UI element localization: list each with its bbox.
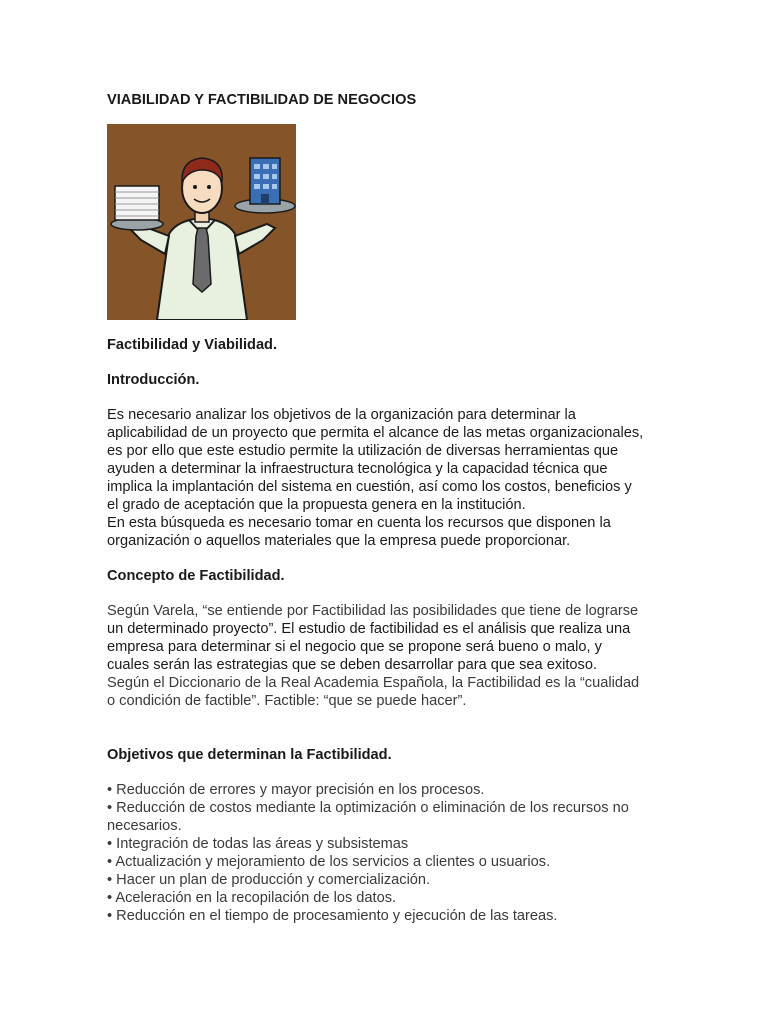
intro-line: aplicabilidad de un proyecto que permita el alcance de las metas organizacionales, (107, 425, 644, 441)
concepto-line: o condición de factible”. Factible: “que se puede hacer”. (107, 693, 467, 709)
list-item: • Reducción de costos mediante la optimización o eliminación de los recursos no (107, 800, 629, 816)
businessman-illustration (107, 124, 296, 320)
concepto-line: un determinado proyecto”. El estudio de factibilidad es el análisis que realiza una (107, 621, 631, 637)
intro-line: ayuden a determinar la infraestructura tecnológica y la capacidad técnica que (107, 461, 608, 477)
document-title: VIABILIDAD Y FACTIBILIDAD DE NEGOCIOS (107, 92, 417, 108)
intro-line: implica la implantación del sistema en cuestión, así como los costos, beneficios y (107, 479, 632, 495)
intro-line: el grado de aceptación que la propuesta genera en la institución. (107, 497, 526, 513)
building-icon (250, 158, 280, 204)
heading-objetivos: Objetivos que determinan la Factibilidad. (107, 747, 392, 763)
concepto-line: Según el Diccionario de la Real Academia Española, la Factibilidad es la “cualidad (107, 675, 640, 691)
document-body (107, 91, 667, 925)
intro-line: Es necesario analizar los objetivos de la organización para determinar la (107, 407, 576, 423)
concepto-line: Según Varela, “se entiende por Factibilidad las posibilidades que tiene de lograrse (107, 603, 639, 619)
intro-line: En esta búsqueda es necesario tomar en cuenta los recursos que disponen la (107, 515, 611, 531)
list-item: • Aceleración en la recopilación de los datos. (107, 890, 397, 906)
list-item: • Hacer un plan de producción y comercialización. (107, 872, 431, 888)
list-item: necesarios. (107, 818, 182, 834)
intro-line: es por ello que este estudio permite la utilización de diversas herramientas que (107, 443, 619, 459)
concepto-line: cuales serán las estrategias que se deben desarrollar para que sea exitoso. (107, 657, 598, 673)
intro-line: organización o aquellos materiales que la empresa puede proporcionar. (107, 533, 571, 549)
paper-stack-icon (115, 186, 159, 220)
list-item: • Reducción en el tiempo de procesamiento y ejecución de las tareas. (107, 908, 558, 924)
list-item: • Actualización y mejoramiento de los servicios a clientes o usuarios. (107, 854, 551, 870)
objetivos-list (107, 781, 667, 925)
heading-factibilidad: Factibilidad y Viabilidad. (107, 337, 278, 353)
list-item: • Reducción de errores y mayor precisión en los procesos. (107, 782, 485, 798)
concepto-paragraph (107, 602, 667, 710)
concepto-line: empresa para determinar si el negocio que se propone será bueno o malo, y (107, 639, 602, 655)
intro-paragraph (107, 406, 667, 550)
heading-concepto: Concepto de Factibilidad. (107, 568, 285, 584)
list-item: • Integración de todas las áreas y subsistemas (107, 836, 409, 852)
heading-introduccion: Introducción. (107, 372, 200, 388)
